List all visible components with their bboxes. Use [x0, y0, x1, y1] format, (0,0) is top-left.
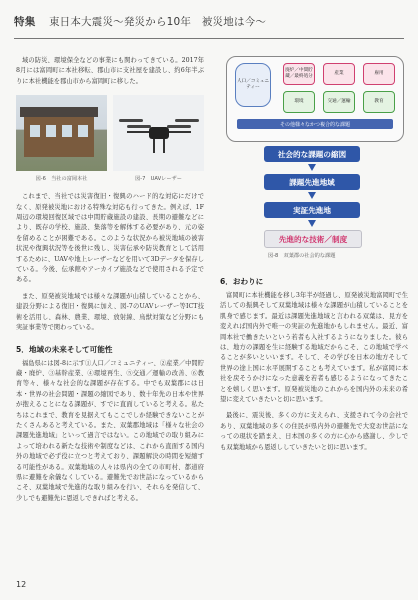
header-rule: [14, 38, 404, 39]
cell-employment: 雇用: [363, 63, 395, 85]
cell-transport: 交通／運輸: [323, 91, 355, 113]
section6-paragraph-1: 富岡町に本社機能を移し3年半が経過し、原発被災地富岡町で生活しての振興そして双葉地域は様々な課題が山積していることを肌身で感じます。最近は課題先進地域と言われる双葉は、見方を変えれば国内外で唯一の実証の先進地かもしれません。最近、富岡本社で働きたいという若者も入社するようになりました。彼らは、地方の課題を生に経験する地域だからこそ、この地域で学べることが多いといいます。そして、その学びを日本の地方そして世界の途上国に水平展開することも考えています。私が富岡に本社を戻そうかけになった意義を若者も感じるようになってきたことを嬉しく思います。原発被災地のこれからを国内外の未来の希望に変えていきたいと切に思います。: [220, 292, 408, 404]
section-label: 特集: [14, 16, 36, 28]
photo-row: [16, 95, 204, 171]
drone-icon: [149, 127, 169, 139]
uav-laser-photo: [113, 95, 204, 171]
issues-diagram: [220, 56, 408, 266]
issues-box: [226, 56, 404, 142]
cell-industry: 産業: [323, 63, 355, 85]
down-arrow-icon: [308, 220, 316, 227]
paragraph-3: また、原発被災地域では様々な課題が山積していることから、建設分野による復旧・復興に加え、図-7のUAVレーザー等ICT技術を活用し、森林、農業、環境、放射線、鳥獣対策など分野にも実証事業等で関わっている。: [16, 292, 204, 332]
left-column: [16, 56, 204, 510]
right-column: [220, 56, 408, 459]
header-title: 東日本大震災〜発災から10年 被災地は今〜: [48, 16, 267, 28]
section5-heading: 5．地域の未来そして可能性: [16, 344, 113, 354]
cell-education: 教育: [363, 91, 395, 113]
cell-environment: 環境: [283, 91, 315, 113]
diagram-caption: 図-8 双葉郡の社会的な課題: [268, 253, 336, 259]
paragraph-2: これまで、当社では災害復旧・復興のハード的な対応にだけでなく、原発被災地における特殊な対応も行ってきた。例えば、1F周辺の環境回復区域では中間貯蔵施設の建設、長期の避難などにより、既存の学校、施設、集落等を解体する必要があり、元の姿を留めることが困難である。このような状況から被災地域の被害状況や復興状況等を後世に残し、災害伝承や防災教育として活用するために、UAVや地上レーザーなどを用いて3Dデータを保存している。今後、伝承館やアーカイブ施設などで使用される予定である。: [16, 193, 204, 284]
headquarters-photo: [16, 95, 107, 171]
caption-fig6: 図-6 当社の富岡本社: [35, 176, 88, 183]
page-number: 12: [16, 580, 27, 589]
step-microcosm: 社会的な課題の縮図: [264, 146, 360, 162]
cell-population: 人口／コミュニティー: [235, 63, 271, 107]
down-arrow-icon: [308, 164, 316, 171]
step-advanced-region: 課題先進地域: [264, 174, 360, 190]
photo-captions: [16, 175, 204, 182]
composite-issues-bar: その他様々なかつ複合的な課題: [237, 119, 393, 129]
section6-heading: 6．おわりに: [220, 277, 264, 286]
cell-decommission: 廃炉／中間貯蔵／最終処分: [283, 63, 315, 85]
step-demonstration: 実証先進地: [264, 202, 360, 218]
building-shape: [24, 117, 94, 157]
page-header: [14, 14, 404, 34]
caption-fig7: 図-7 UAVレーザー: [135, 176, 182, 183]
step-advanced-tech: 先進的な技術／制度: [264, 230, 362, 248]
intro-paragraph: 域の防災、環境保全などの事業にも関わってきている。2017年8月には富岡町に本社移転、郡山市に支社屋を建設し、約6年半ぶりに本社機能を郡山市から富岡町に移した。: [16, 57, 204, 85]
down-arrow-icon: [308, 192, 316, 199]
section6-paragraph-2: 最後に、震災後、多くの方に支えられ、支援されて今の会社であり、双葉地域の多くの住民が県内外の避難先で大変お世話になっての現状を踏まえ、日本国の多くの方に心から感謝し、少しでも双葉地域から恩返ししていきたいと切に思います。: [220, 412, 408, 451]
section5-body: 福島県には図-8に示す①人口／コミュニティー、②産業／中間貯蔵・廃炉、③基幹産業、④環境再生、⑤交通／運輸の改善、⑥教育等々、様々な社会的な課題が存在する。中でも双葉郡には日本・世界の社会問題・課題の縮図であり、数十年先の日本や世界が抱えることになる課題が、すでに直面していると考える。私たちはこれまで、教育を見据えてもここでしか経験できないことがたくさんあると考えている。また、双葉郡地域は「様々な社会の課題先進地域」といって過言ではない。この地域での取り組みによって培われる新たな技術や制度などは、これから直面する国内外の地域で必ず役に立つと考えており、課題解決の時間を短縮する可能性がある。双葉地域の人々は県内の全ての市町村、都道府県に避難を余儀なくしている。避難先でお世話になっているからこそ、双葉地域で先進的な取り組みを行い、それらを発信して、少しでも避難先に恩返しできればと考える。: [16, 359, 204, 502]
